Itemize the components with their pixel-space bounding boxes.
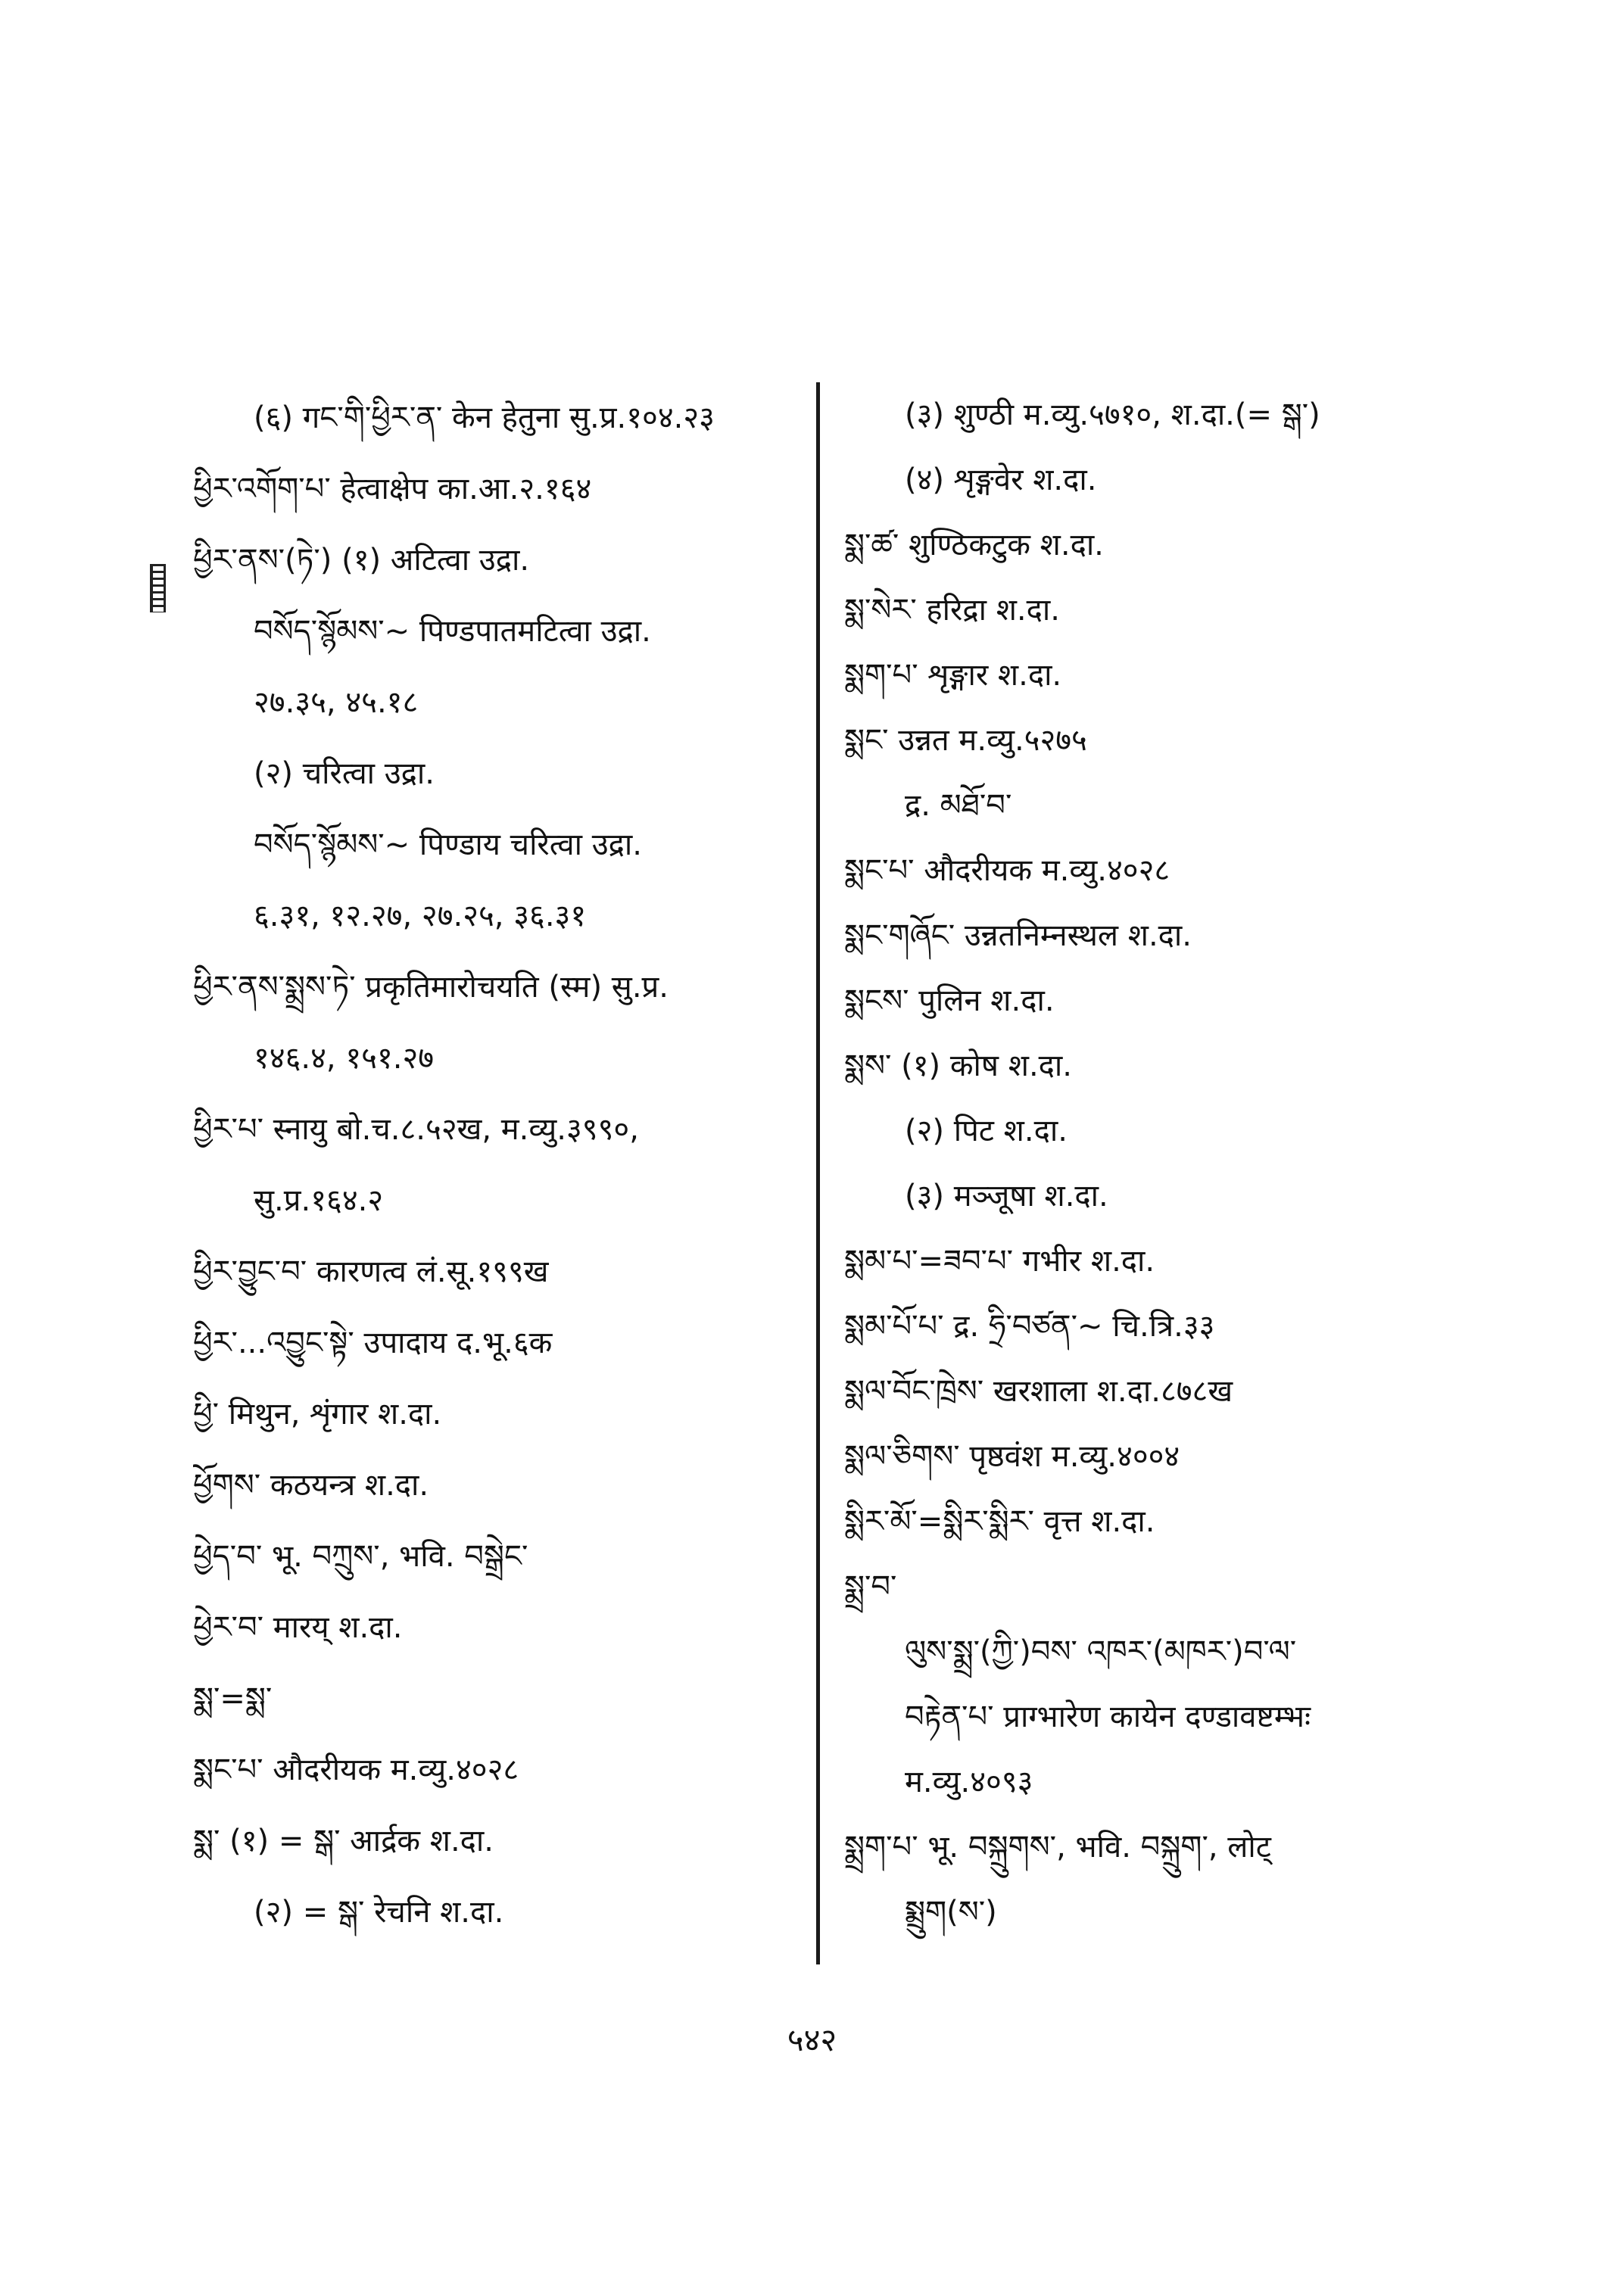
dictionary-entry: སྨང་ उन्नत म.व्यु.५२७५: [844, 723, 1087, 758]
dictionary-entry: ཕྱི་ मिथुन, शृंगार श.दा.: [193, 1397, 442, 1432]
dictionary-entry: སྨ་ཚ་ शुण्ठिकटुक श.दा.: [844, 528, 1104, 562]
dictionary-entry: སྨམ་པ་=ཟབ་པ་ गभीर श.दा.: [844, 1244, 1155, 1279]
entry-continuation: (२) = སྒ་ रेचनि श.दा.: [254, 1895, 504, 1930]
dictionary-entry: སྨ་=སྨ་: [193, 1681, 273, 1716]
dictionary-entry: ཕྱིར་འགོག་པ་ हेत्वाक्षेप का.आ.२.१६४: [193, 472, 592, 506]
dictionary-entry: ཕྱིར་...འབྱུང་སྟེ་ उपादाय द.भू.६क: [193, 1326, 553, 1360]
entry-continuation: सु.प्र.१६४.२: [254, 1183, 384, 1218]
dictionary-entry: སྨ་སེར་ हरिद्रा श.दा.: [844, 593, 1060, 628]
dictionary-entry: སྨང་པ་ औदरीयक म.व्यु.४०२८: [193, 1752, 519, 1787]
dictionary-entry: སྨམ་པོ་པ་ द्र. ཧྲི་བཙན་~ चि.त्रि.३३: [844, 1309, 1215, 1344]
dictionary-entry: ཕྱེར་བ་ मारय् श.दा.: [193, 1610, 403, 1645]
left-column: [193, 382, 814, 1948]
dictionary-entry: ཕྱོགས་ कठयन्त्र श.दा.: [193, 1468, 429, 1503]
dictionary-entry: སྨྲག་པ་ भू. བསྐྲུགས་, भवि. བསྐྲུག་, लोट्: [844, 1830, 1271, 1865]
dictionary-entry: སྨང་གཞོང་ उन्नतनिम्नस्थल श.दा.: [844, 918, 1192, 953]
entry-continuation: (२) चरित्वा उद्रा.: [254, 756, 435, 791]
page-number: ५४२: [787, 2021, 837, 2058]
dictionary-entry: སྨངས་ पुलिन श.दा.: [844, 983, 1055, 1018]
entry-continuation: (४) शृङ्गवेर श.दा.: [905, 463, 1097, 497]
entry-continuation: ལུས་སྨྲ་(ཀྱི་)བས་ འཁར་(མཁར་)བ་ལ་: [905, 1634, 1297, 1669]
entry-continuation: (३) मञ्जूषा श.दा.: [905, 1179, 1108, 1213]
dictionary-entry: སྨ་ (१) = སྒ་ आर्द्रक श.दा.: [193, 1824, 494, 1858]
dictionary-entry: སྨས་ (१) कोष श.दा.: [844, 1048, 1072, 1083]
dictionary-entry: སྨལ་བོང་ཁྲེས་ खरशाला श.दा.८७८ख: [844, 1374, 1233, 1409]
right-column: [844, 382, 1465, 1945]
dictionary-entry: སྨྲ་བ་: [844, 1569, 897, 1604]
dictionary-entry: ཕྱིར་བྱུང་བ་ कारणत्व लं.सू.१९९ख: [193, 1254, 549, 1289]
dictionary-entry: ཕྱིར་པ་ स्नायु बो.च.८.५२ख, म.व्यु.३९९०,: [193, 1112, 639, 1147]
dictionary-entry: ཕྱེད་བ་ भू. བཀྲུས་, भवि. བསྒྲེང་: [193, 1539, 528, 1574]
entry-continuation: म.व्यु.४०९३: [905, 1765, 1033, 1799]
entry-continuation: (३) शुण्ठी म.व्यु.५७१०, श.दा.(= སྒ་): [905, 397, 1320, 432]
entry-continuation: བརྟེན་པ་ प्राग्भारेण कायेन दण्डावष्टम्भः: [905, 1699, 1311, 1734]
column-divider: [816, 382, 820, 1964]
entry-continuation: (२) पिट श.दा.: [905, 1114, 1068, 1148]
dictionary-entry: སྨལ་ཅིགས་ पृष्ठवंश म.व्यु.४००४: [844, 1439, 1180, 1474]
margin-mark: [150, 564, 166, 612]
entry-continuation: द्र. མཐོ་བ་: [905, 788, 1012, 823]
dictionary-entry: ཕྱིར་ནས་སྨྲས་ཏེ་ प्रकृतिमारोचयति (स्म) सु.प्र.: [193, 970, 669, 1005]
dictionary-entry: སྨང་པ་ औदरीयक म.व्यु.४०२८: [844, 853, 1170, 888]
dictionary-entry: སྨིར་མོ་=སྨིར་སྨིར་ वृत्त श.दा.: [844, 1504, 1155, 1539]
dictionary-entry: སྨག་པ་ शृङ्गार श.दा.: [844, 658, 1062, 693]
entry-continuation: སྨྲུག(ས་): [905, 1895, 997, 1930]
entry-continuation: २७.३५, ४५.१८: [254, 685, 419, 720]
entry-continuation: १४६.४, १५१.२७: [254, 1041, 435, 1076]
dictionary-entry: ཕྱིར་ནས་(ཏེ་) (१) अटित्वा उद्रा.: [193, 543, 530, 578]
entry-continuation: བསོད་སྙོམས་~ पिण्डाय चरित्वा उद्रा.: [254, 827, 642, 862]
entry-continuation: བསོད་སྙོམས་~ पिण्डपातमटित्वा उद्रा.: [254, 614, 651, 649]
entry-continuation: ६.३१, १२.२७, २७.२५, ३६.३१: [254, 899, 587, 933]
entry-continuation: (६) गང་གི་ཕྱིར་ན་ केन हेतुना सु.प्र.१०४.२३: [254, 400, 715, 435]
